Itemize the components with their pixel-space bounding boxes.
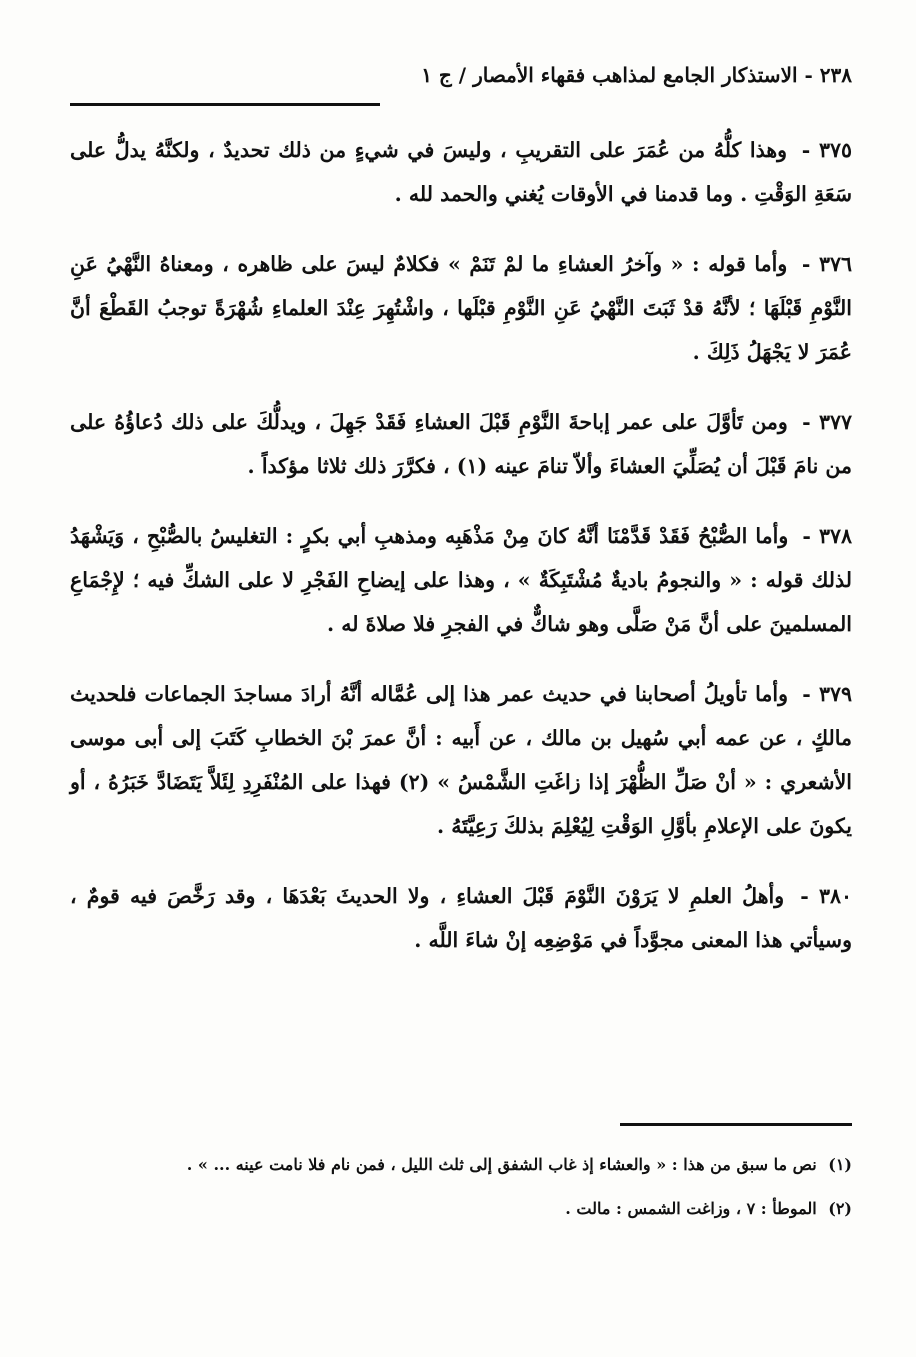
footnote-1 [70, 1150, 852, 1180]
paragraph-377 [70, 400, 852, 488]
paragraph-number: ٣٧٩ - [802, 682, 852, 706]
footnote-mark: (١) [828, 1155, 852, 1174]
paragraph-text: وأهلُ العلمِ لا يَرَوْنَ النَّوْمَ قَبْلَ العشاءِ ، ولا الحديثَ بَعْدَهَا ، وقد رَخَّصَ فيه قومٌ ، وسيأتي هذا المعنى مجوَّداً في مَوْضِعِه إنْ شاءَ اللَّه . [70, 884, 852, 952]
document-page [70, 60, 852, 1218]
header-rule [70, 103, 380, 106]
footnote-text: الموطأ : ٧ ، وزاغت الشمس : مالت . [565, 1199, 817, 1218]
paragraph-378 [70, 514, 852, 646]
footnote-mark: (٢) [828, 1199, 852, 1218]
footnote-rule [620, 1123, 852, 1126]
paragraph-number: ٣٧٦ - [801, 252, 852, 276]
paragraph-number: ٣٧٥ - [801, 138, 852, 162]
paragraph-379 [70, 672, 852, 848]
paragraph-text: وأما الصُّبْحُ فَقَدْ قَدَّمْنَا أنَّهُ كانَ مِنْ مَذْهَبِه ومذهبِ أبي بكرٍ : التغليسُ بالصُّبْحِ ، وَيَشْهَدُ لذلك قوله : « والنجومُ باديةٌ مُشْتَبِكَةٌ » ، وهذا على إيضاحِ الفَجْرِ لا على الشكِّ فيه ؛ لإِجْمَاعِ المسلمينَ على أنَّ مَنْ صَلَّى وهو شاكٌّ في الفجرِ فلا صلاةَ له . [70, 524, 852, 636]
footnote-text: نص ما سبق من هذا : « والعشاء إذ غاب الشفق إلى ثلث الليل ، فمن نام فلا نامت عينه ... » . [186, 1155, 817, 1174]
paragraph-number: ٣٧٧ - [802, 410, 852, 434]
paragraph-text: وأما قوله : « وآخرُ العشاءِ ما لمْ تَنَمْ » فكلامٌ ليسَ على ظاهره ، ومعناهُ النَّهْيُ عَنِ النَّوْمِ قَبْلَهَا ؛ لأنَّهُ قدْ ثَبَتَ النَّهْيُ عَنِ النَّوْمِ قبْلَها ، واشْتُهِرَ عِنْدَ العلماءِ شُهْرَةً توجبُ القَطْعَ أنَّ عُمَرَ لا يَجْهَلُ ذَلِكَ . [70, 252, 852, 364]
body-text [70, 128, 852, 988]
footnotes [70, 1150, 852, 1238]
paragraph-number: ٣٧٨ - [802, 524, 852, 548]
running-header: ٢٣٨ - الاستذكار الجامع لمذاهب فقهاء الأمصار / ج ١ [421, 63, 852, 87]
footnote-2 [70, 1194, 852, 1224]
paragraph-number: ٣٨٠ - [800, 884, 852, 908]
paragraph-text: وهذا كلُّهُ من عُمَرَ على التقريبِ ، وليسَ في شيءٍ من ذلك تحديدٌ ، ولكنَّهُ يدلُّ على سَعَةِ الوَقْتِ . وما قدمنا في الأوقات يُغني والحمد لله . [70, 138, 852, 206]
paragraph-text: ومن تَأوَّلَ على عمر إباحةَ النَّوْمِ قَبْلَ العشاءِ فَقَدْ جَهِلَ ، ويدلُّكَ على ذلك دُعاؤُهُ على من نامَ قَبْلَ أن يُصَلِّيَ العشاءَ وألاّ تنامَ عينه (١) ، فكرَّرَ ذلك ثلاثا مؤكداً . [70, 410, 852, 478]
paragraph-380 [70, 874, 852, 962]
paragraph-376 [70, 242, 852, 374]
paragraph-375 [70, 128, 852, 216]
paragraph-text: وأما تأويلُ أصحابنا في حديث عمر هذا إلى عُمَّاله أنَّهُ أرادَ مساجدَ الجماعات فلحديث مالكٍ ، عن عمه أبي سُهيل بن مالك ، عن أَبيه : أنَّ عمرَ بْنَ الخطابِ كَتَبَ إلى أبى موسى الأشعري : « أنْ صَلِّ الظُّهْرَ إذا زاغَتِ الشَّمْسُ » (٢) فهذا على المُنْفَرِدِ لِئَلاَّ يَتَضَادَّ خَبَرُهُ ، أو يكونَ على الإعلامِ بأوَّلِ الوَقْتِ لِيُعْلِمَ بذلكَ رَعِيَّتَهُ . [70, 682, 852, 838]
